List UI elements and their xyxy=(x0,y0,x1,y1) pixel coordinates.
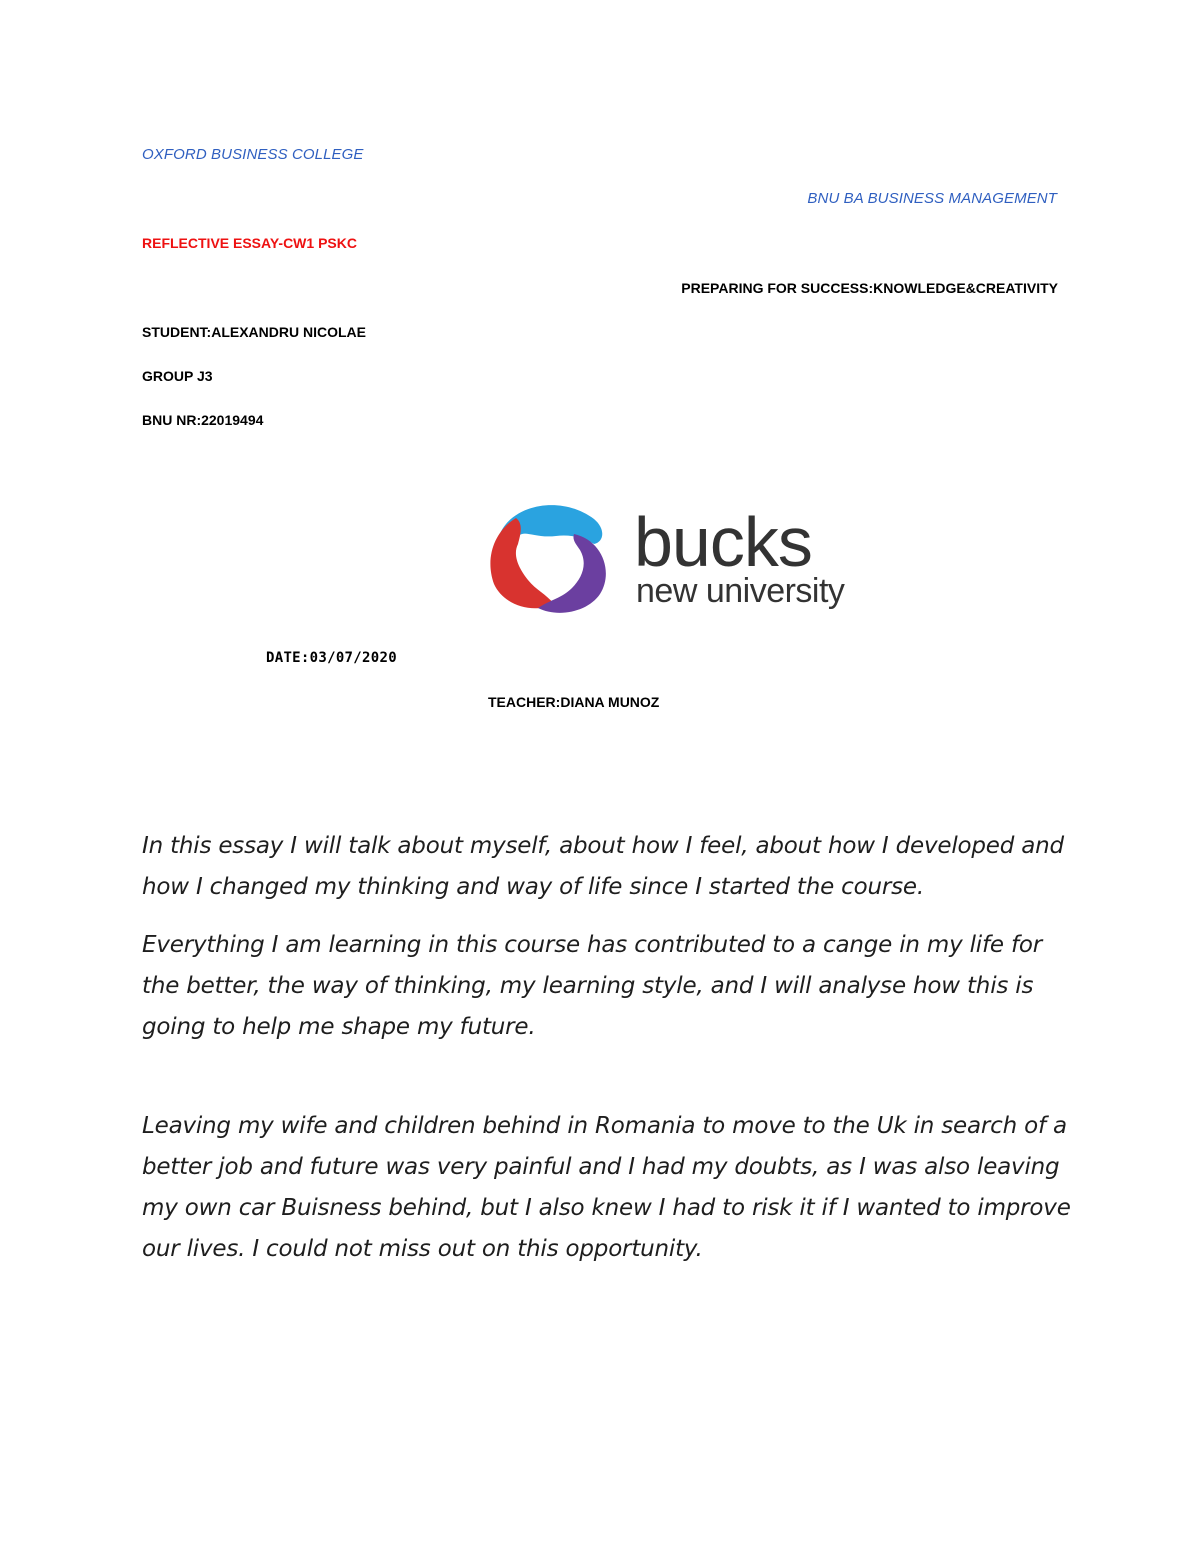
bnu-number: BNU NR:22019494 xyxy=(142,412,264,428)
bucks-new-university-logo xyxy=(476,494,856,616)
essay-title: REFLECTIVE ESSAY-CW1 PSKC xyxy=(142,235,357,251)
paragraph-spacer xyxy=(142,1065,1072,1106)
logo-subtitle: new university xyxy=(636,572,845,610)
essay-paragraph-1: In this essay I will talk about myself, about how I feel, about how I developed and how I changed my thinking and way of life since I started the course. xyxy=(142,833,1064,900)
college-name: OXFORD BUSINESS COLLEGE xyxy=(142,146,364,163)
logo-wordmark: bucks xyxy=(634,503,812,581)
university-logo-graphic xyxy=(476,494,856,616)
essay-paragraph-2: Everything I am learning in this course has contributed to a cange in my life for the better, the way of thinking, my learning style, and I will analyse how this is going to help me shape my future. xyxy=(142,932,1042,1040)
essay-date: DATE:03/07/2020 xyxy=(266,650,397,666)
essay-paragraph-3: Leaving my wife and children behind in Romania to move to the Uk in search of a better job and future was very painful and I had my doubts, as I was also leaving my own car Buisness behind, but I also knew I had to risk it if I wanted to improve our lives. I could not miss out on this opportunity. xyxy=(142,1113,1071,1262)
program-name: BNU BA BUSINESS MANAGEMENT xyxy=(807,190,1057,207)
student-name: STUDENT:ALEXANDRU NICOLAE xyxy=(142,324,366,340)
group-label: GROUP J3 xyxy=(142,368,213,384)
module-title: PREPARING FOR SUCCESS:KNOWLEDGE&CREATIVITY xyxy=(681,280,1058,296)
essay-body xyxy=(142,826,1072,1287)
teacher-name: TEACHER:DIANA MUNOZ xyxy=(488,694,660,710)
